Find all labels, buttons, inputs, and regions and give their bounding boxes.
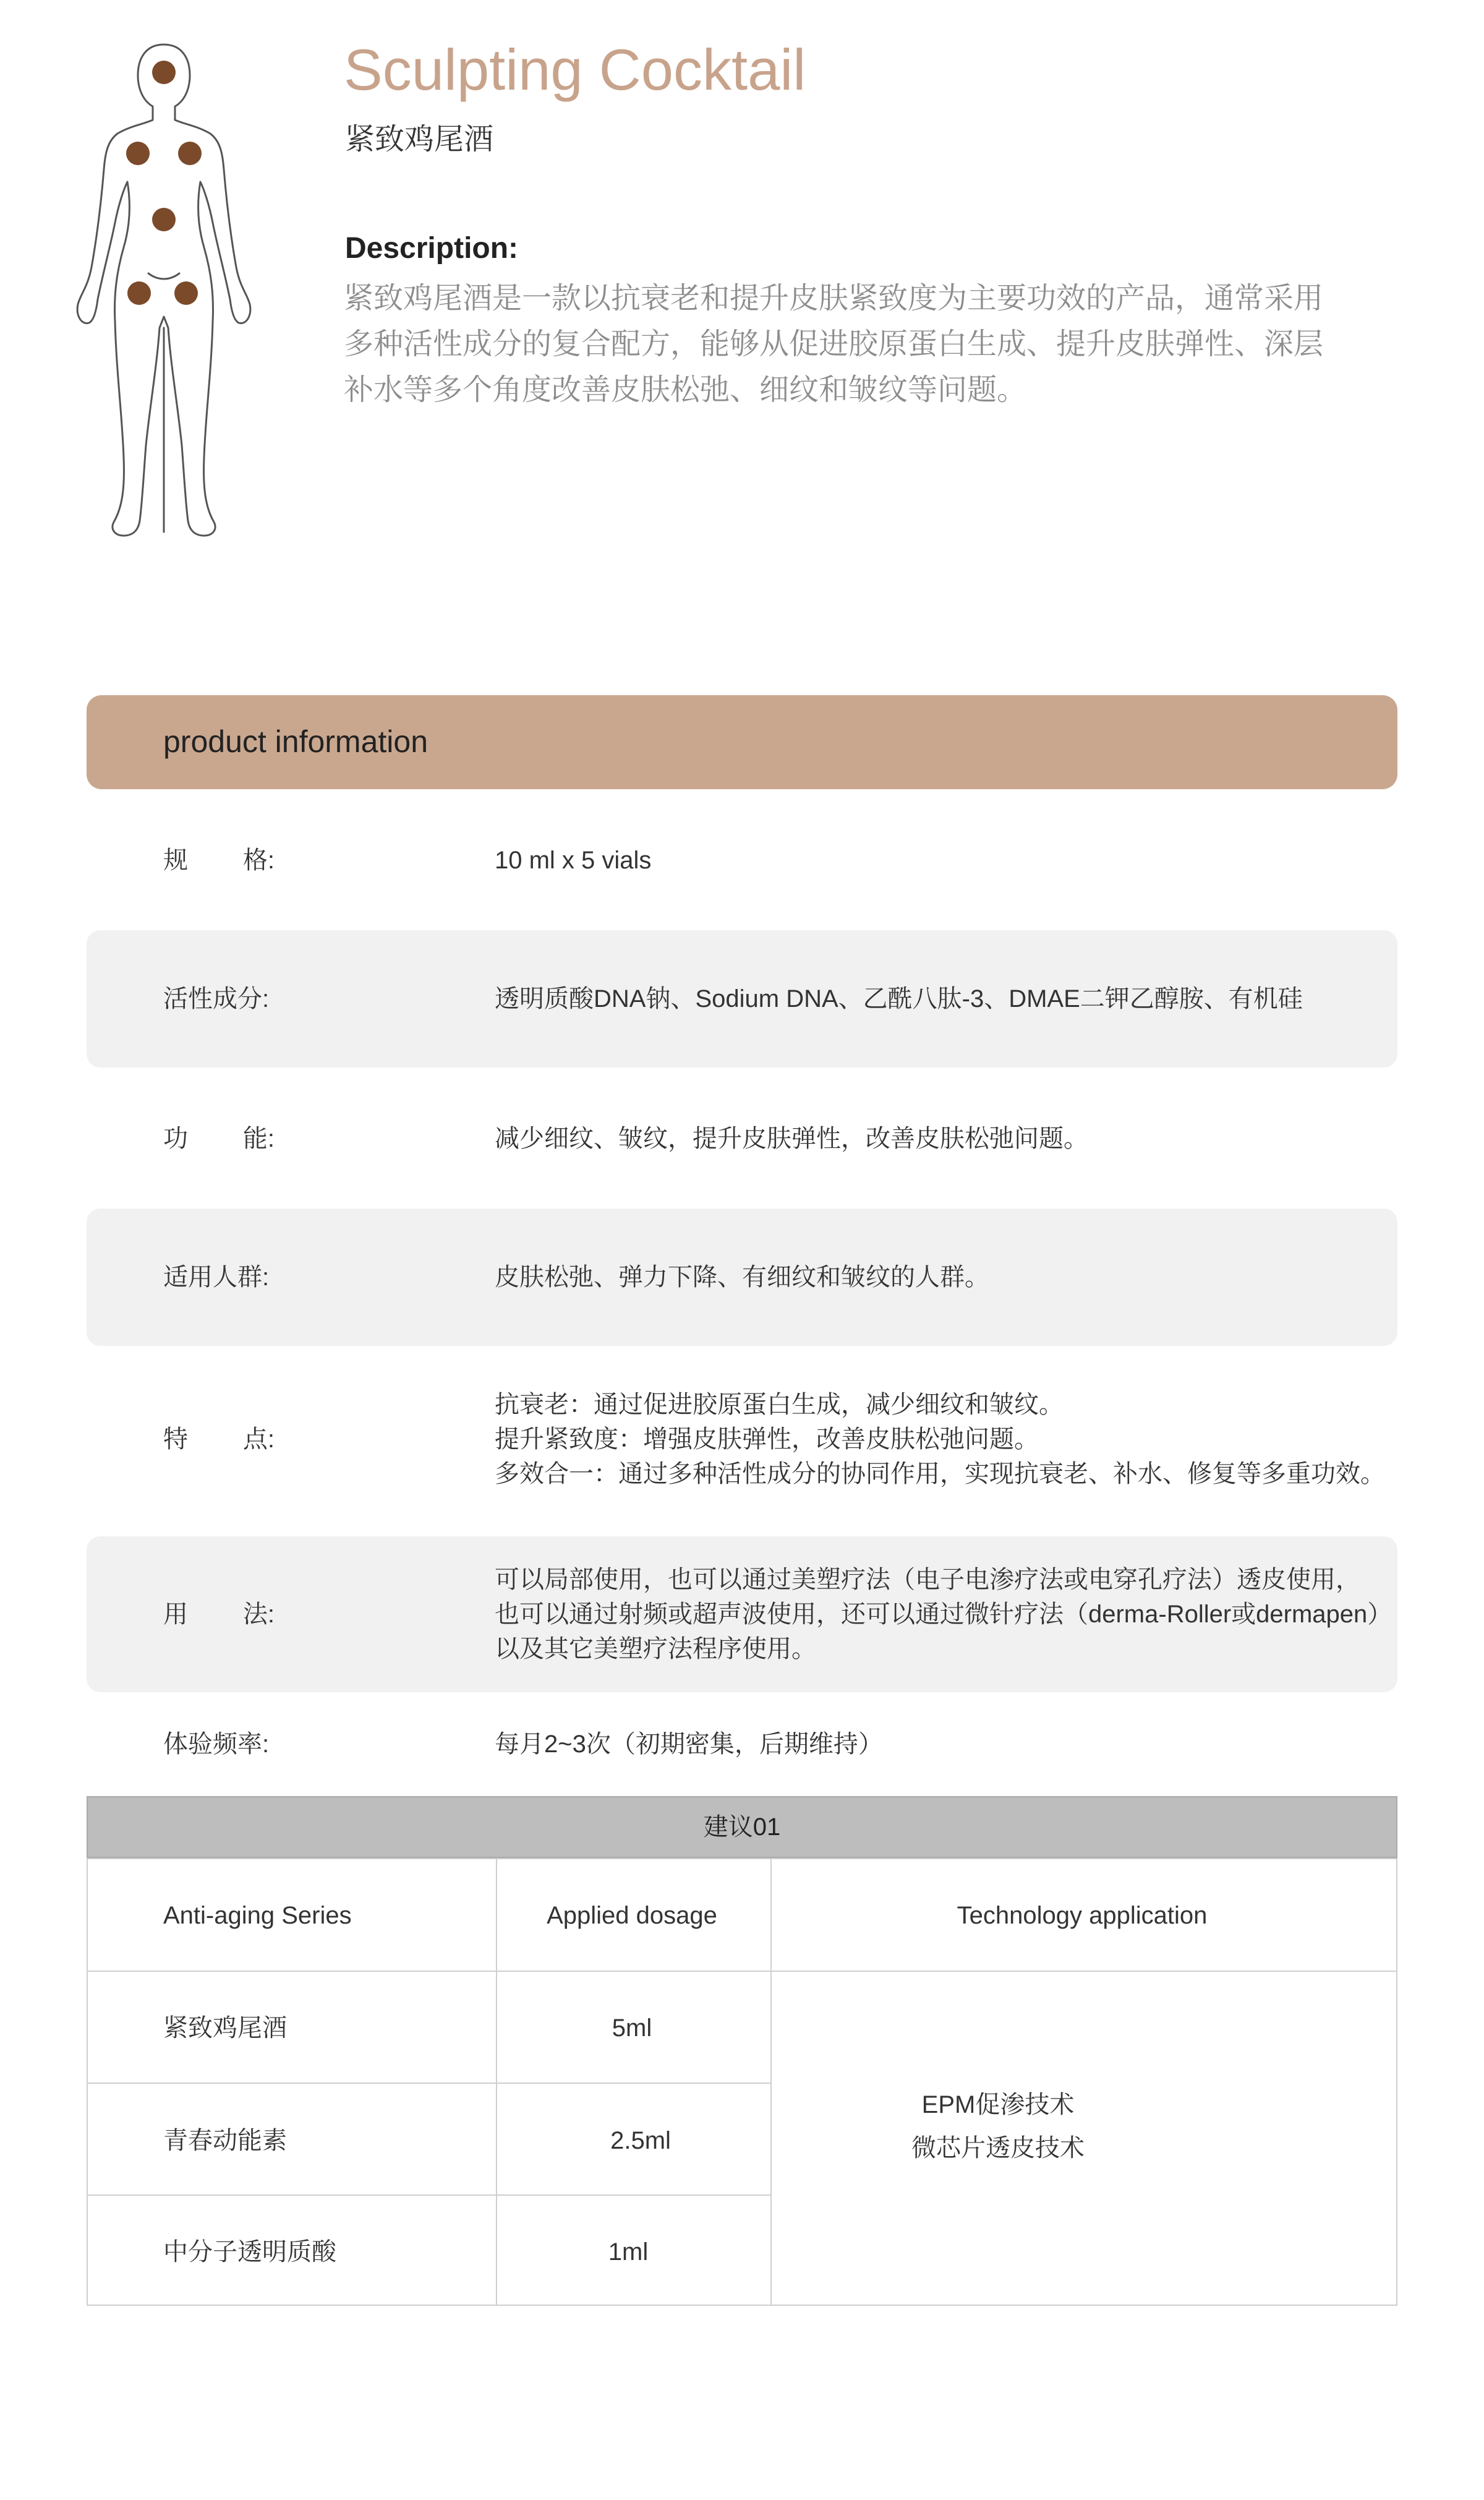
info-value	[495, 1260, 1385, 1295]
info-value-line: 提升紧致度：增强皮肤弹性，改善皮肤松弛问题。	[495, 1426, 1039, 1453]
description-heading: Description:	[345, 232, 519, 265]
description-line: 紧致鸡尾酒是一款以抗衰老和提升皮肤紧致度为主要功效的产品，通常采用	[344, 282, 1324, 315]
info-value-line: 10 ml x 5 vials	[495, 847, 652, 874]
table-divider	[88, 1971, 1396, 1972]
info-value-line: 可以局部使用，也可以通过美塑疗法（电子电渗疗法或电穿孔疗法）透皮使用，	[495, 1566, 1360, 1593]
recommendation-title: 建议01	[87, 1796, 1397, 1858]
technology-item: 微芯片透皮技术	[911, 2134, 1085, 2162]
info-label: 规 格:	[163, 847, 275, 874]
technology-item: EPM促渗技术	[921, 2091, 1075, 2118]
info-row-ingredients	[87, 930, 1397, 1068]
info-value-line: 皮肤松弛、弹力下降、有细纹和皱纹的人群。	[495, 1264, 989, 1291]
body-outline-icon	[74, 37, 254, 550]
treatment-dot-face-icon	[152, 61, 176, 84]
table-cell-dosage: 5ml	[612, 2014, 652, 2042]
table-cell-product: 紧致鸡尾酒	[163, 2014, 287, 2042]
info-row-frequency	[87, 1713, 1397, 1775]
treatment-dot-abdomen-icon	[152, 208, 176, 231]
info-value	[495, 1387, 1385, 1491]
table-header-dosage: Applied dosage	[547, 1902, 717, 1929]
info-value-line: 也可以通过射频或超声波使用，还可以通过微针疗法（derma-Roller或dermapen）	[495, 1601, 1392, 1628]
info-row-function	[87, 1098, 1397, 1179]
table-divider	[88, 2083, 770, 2084]
table-divider	[770, 1859, 772, 2305]
description-text	[344, 276, 1383, 413]
info-value-line: 减少细纹、皱纹，提升皮肤弹性，改善皮肤松弛问题。	[495, 1125, 1088, 1152]
info-value	[495, 1121, 1385, 1156]
info-value	[495, 1727, 1385, 1762]
description-line: 补水等多个角度改善皮肤松弛、细纹和皱纹等问题。	[344, 374, 1027, 406]
info-label: 适用人群:	[163, 1264, 270, 1291]
info-label: 活性成分:	[163, 985, 270, 1012]
product-information-heading: product information	[163, 724, 429, 759]
info-row-features	[87, 1374, 1397, 1504]
info-value-line: 抗衰老：通过促进胶原蛋白生成，减少细纹和皱纹。	[495, 1391, 1064, 1418]
description-line: 多种活性成分的复合配方，能够从促进胶原蛋白生成、提升皮肤弹性、深层	[344, 328, 1324, 361]
info-value-line: 透明质酸DNA钠、Sodium DNA、乙酰八肽-3、DMAE二钾乙醇胺、有机硅	[495, 985, 1303, 1012]
table-cell-product: 中分子透明质酸	[163, 2238, 336, 2266]
treatment-dot-chest-left-icon	[126, 142, 150, 165]
table-cell-product: 青春动能素	[163, 2127, 287, 2154]
table-cell-dosage: 2.5ml	[610, 2127, 671, 2154]
table-header-technology: Technology application	[957, 1902, 1208, 1929]
info-row-spec	[87, 820, 1397, 901]
info-value	[495, 982, 1385, 1016]
table-header-series: Anti-aging Series	[163, 1902, 352, 1929]
info-label: 特 点:	[163, 1426, 275, 1453]
table-cell-dosage: 1ml	[608, 2238, 649, 2266]
page-title: Sculpting Cocktail	[344, 37, 806, 102]
product-information-header	[87, 695, 1397, 789]
info-label: 功 能:	[163, 1125, 275, 1152]
treatment-dot-thigh-right-icon	[174, 281, 198, 305]
treatment-dot-thigh-left-icon	[127, 281, 151, 305]
info-row-target-group	[87, 1209, 1397, 1346]
info-value-line: 以及其它美塑疗法程序使用。	[495, 1635, 816, 1663]
info-value-line: 多效合一：通过多种活性成分的协同作用，实现抗衰老、补水、修复等多重功效。	[495, 1460, 1385, 1488]
info-value	[495, 1562, 1392, 1666]
info-value-line: 每月2~3次（初期密集，后期维持）	[495, 1731, 883, 1758]
table-divider	[496, 1859, 497, 2305]
info-label: 体验频率:	[163, 1731, 270, 1758]
treatment-dot-chest-right-icon	[178, 142, 202, 165]
table-cell-technology	[911, 2083, 1085, 2170]
page-subtitle: 紧致鸡尾酒	[345, 123, 494, 156]
info-value	[495, 843, 1385, 878]
info-label: 用 法:	[163, 1601, 275, 1628]
table-divider	[88, 2194, 770, 2196]
info-row-usage	[87, 1536, 1397, 1692]
